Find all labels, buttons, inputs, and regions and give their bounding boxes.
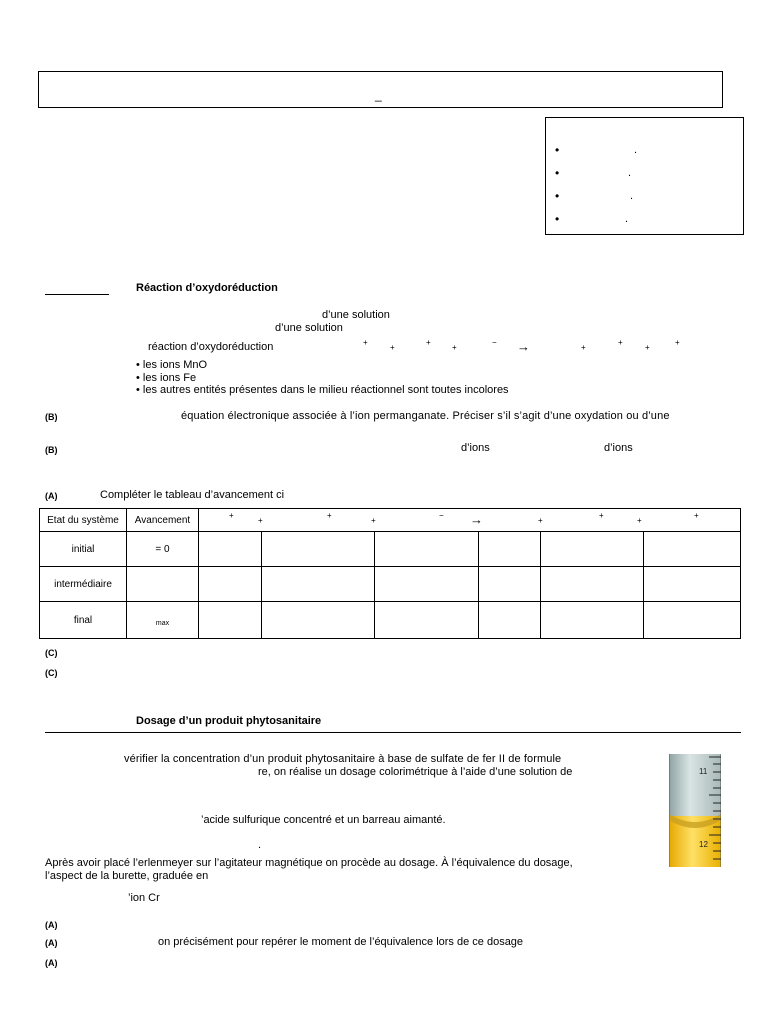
part1-line-b: d’une solution <box>275 322 343 334</box>
table-header-equation <box>199 509 741 532</box>
section-divider <box>45 732 741 733</box>
table-cell-adv <box>127 567 199 602</box>
q-a2-text: on précisément pour repérer le moment de l’équivalence lors de ce dosage <box>158 936 524 948</box>
list-item-1: • les ions MnO <box>136 359 208 371</box>
q-marker-a2: (A) <box>45 938 58 948</box>
q3-text: Compléter le tableau d’avancement ci <box>100 489 285 501</box>
burette-image <box>669 754 721 867</box>
table-cell-state: intermédiaire <box>40 567 127 602</box>
eq-plus-5: + <box>581 343 586 352</box>
th-arrow: → <box>470 512 483 527</box>
eq-plus-1: + <box>363 338 368 347</box>
table-cell-adv: = 0 <box>127 532 199 567</box>
title-dash: _ <box>375 88 382 102</box>
table-header-state: Etat du système <box>40 509 127 532</box>
side-bullet-2-tail: . <box>628 167 632 179</box>
eq-plus-7: + <box>645 343 650 352</box>
side-bullet-1-tail: . <box>634 144 638 156</box>
table-cell-state: final <box>40 602 127 639</box>
q2-text-a: d’ions <box>461 442 490 454</box>
part1-heading: Réaction d’oxydoréduction <box>136 282 278 294</box>
side-bullet-1: • <box>555 143 560 157</box>
side-box <box>545 117 744 235</box>
th-plus-4: + <box>371 516 376 525</box>
title-box <box>38 71 723 108</box>
eq-plus-6: + <box>618 338 623 347</box>
part2-p1-line2: re, on réalise un dosage colorimétrique à l’aide d’une solution de <box>258 766 573 778</box>
th-plus-1: + <box>229 511 234 520</box>
part2-p4-line1: Après avoir placé l’erlenmeyer sur l’agitateur magnétique on procède au dosage. À l’équivalence du dosage, <box>45 857 573 869</box>
part2-p1-line1: vérifier la concentration d’un produit phytosanitaire à base de sulfate de fer II de formule <box>124 753 562 765</box>
table-cell-state: initial <box>40 532 127 567</box>
progress-table <box>39 508 741 639</box>
th-plus-6: + <box>599 511 604 520</box>
part2-p5: ’ion Cr <box>128 892 160 904</box>
part1-underline <box>45 294 109 295</box>
part1-line-c: réaction d’oxydoréduction <box>148 341 274 353</box>
side-bullet-4: • <box>555 212 560 226</box>
part2-p3-dot: . <box>258 839 262 851</box>
eq-plus-4: + <box>452 343 457 352</box>
part2-heading: Dosage d’un produit phytosanitaire <box>136 715 322 727</box>
q2-text-b: d’ions <box>604 442 633 454</box>
th-plus-7: + <box>637 516 642 525</box>
part2-p4-line2: l’aspect de la burette, graduée en <box>45 870 209 882</box>
list-item-2: • les ions Fe <box>136 372 197 384</box>
th-minus-1: − <box>439 511 444 520</box>
q-marker-a3: (A) <box>45 958 58 968</box>
table-header-advancement: Avancement <box>127 509 199 532</box>
table-cell-adv: max <box>127 602 199 639</box>
side-bullet-3-tail: . <box>630 190 634 202</box>
part1-line-a: d’une solution <box>322 309 390 321</box>
th-plus-5: + <box>538 516 543 525</box>
q-marker-a1: (A) <box>45 920 58 930</box>
eq-minus-1: − <box>492 338 497 347</box>
th-plus-3: + <box>327 511 332 520</box>
part2-p2: ’acide sulfurique concentré et un barreau aimanté. <box>201 814 446 826</box>
eq-plus-2: + <box>390 343 395 352</box>
eq-plus-8: + <box>675 338 680 347</box>
c-marker-2: (C) <box>45 668 58 678</box>
c-marker-1: (C) <box>45 648 58 658</box>
q1-text: équation électronique associée à l’ion permanganate. Préciser s’il s’agit d’une oxydation ou d’une <box>181 410 670 422</box>
burette-label-11: 11 <box>699 767 708 776</box>
burette-label-12: 12 <box>699 840 708 849</box>
list-item-3: • les autres entités présentes dans le milieu réactionnel sont toutes incolores <box>136 384 509 396</box>
q3-marker: (A) <box>45 491 58 501</box>
table-row-intermediate <box>40 567 741 602</box>
side-bullet-2: • <box>555 166 560 180</box>
table-row-final <box>40 602 741 639</box>
q1-marker: (B) <box>45 412 58 422</box>
table-row-initial <box>40 532 741 567</box>
side-bullet-4-tail: . <box>625 213 629 225</box>
eq-arrow-1: → <box>517 339 530 354</box>
side-bullet-3: • <box>555 189 560 203</box>
th-plus-2: + <box>258 516 263 525</box>
q2-marker: (B) <box>45 445 58 455</box>
eq-plus-3: + <box>426 338 431 347</box>
th-plus-8: + <box>694 511 699 520</box>
